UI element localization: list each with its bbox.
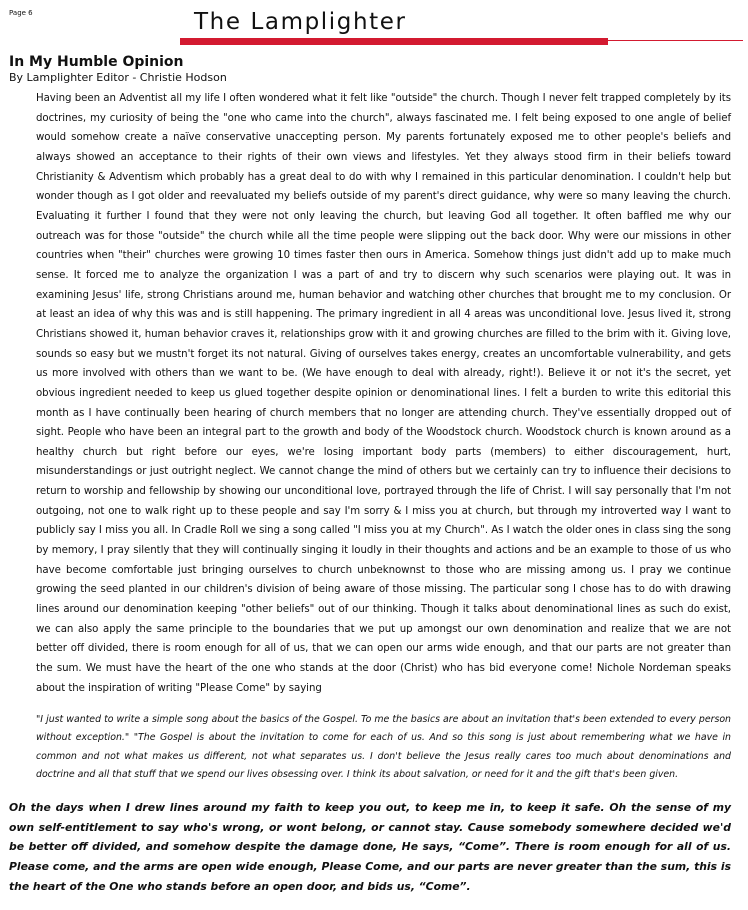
masthead-rule: [180, 38, 608, 45]
article-quote: "I just wanted to write a simple song about the basics of the Gospel. To me the basics are about an invitation that's been extended to every person without exception." "The Gospel is about the invitation to come for each of us. And so this song is just about remembering what we have in common and not what makes us different, not what separates us. I don't believe the Jesus really cares too much about denominations and doctrine and all that stuff that we spend our lives obsessing over. I think its about salvation, or need for it and the gift that's been given.: [36, 714, 731, 780]
article-heading: In My Humble Opinion: [9, 54, 184, 70]
article-body: Having been an Adventist all my life I often wondered what it felt like "outside" the church. Though I never felt trapped completely by its doctrines, my curiosity of being the "one who came into the church", always fascinated me. I felt being exposed to one angle of belief would somehow create a naïve conservative unaccepting person. My parents fortunately exposed me to other people's beliefs and always showed an acceptance to their rights of their own views and lifestyles. Yet they always stood firm in their beliefs toward Christianity & Adventism which probably has a great deal to do with why I remained in this particular denomination. I couldn't help but wonder though as I got older and reevaluated my beliefs outside of my parent's direct guidance, why were so many leaving the church. Evaluating it further I found that they were not only leaving the church, but leaving God all together. It often baffled me why our outreach was for those "outside" the church while all the time people were slipping out the back door. Why were our missions in other countries when "their" churches were growing 10 times faster then ours in America. Somehow things just didn't add up to make much sense. It forced me to analyze the organization I was a part of and try to discern why such scenarios were playing out. It was in examining Jesus' life, strong Christians around me, human behavior and watching other churches that brought me to my conclusion. Or at least an idea of why this was and is still happening. The primary ingredient in all 4 areas was unconditional love. Jesus lived it, strong Christians showed it, human behavior craves it, relationships grow with it and growing churches are filled to the brim with it. Giving love, sounds so easy but we mustn't forget its not natural. Giving of ourselves takes energy, creates an uncomfortable vulnerability, and gets us more involved with others than we want to be. (We have enough to deal with already, right!). Believe it or not it's the secret, yet obvious ingredient needed to keep us glued together despite opinion or denominational lines. I felt a burden to write this editorial this month as I have continually been hearing of church members that no longer are attending church. They've essentially dropped out of sight. People who have been an integral part to the growth and body of the Woodstock church. Woodstock church is known around as a healthy church but right before our eyes, we're losing important body parts (members) to either discouragement, hurt, misunderstandings or just outright neglect. We cannot change the mind of others but we certainly can try to influence their decisions to return to worship and fellowship by showing our unconditional love, portrayed through the life of Christ. I will say personally that I'm not outgoing, not one to walk right up to these people and say I'm sorry & I miss you at church, but through my introverted way I want to publicly say I miss you all. In Cradle Roll we sing a song called "I miss you at my Church". As I watch the older ones in class sing the song by memory, I pray silently that they will continually singing it loudly in their thoughts and actions and be an example to those of us who have become comfortable just bringing ourselves to church unbeknownst to those who are missing among us. I pray we continue growing the seed planted in our children's division of being aware of those missing. The particular song I chose has to do with drawing lines around our denomination keeping "other beliefs" out of our thinking. Though it talks about denominational lines as such do exist, we can also apply the same principle to the boundaries that we put up amongst our own denomination and realize that we are not better off divided, there is room enough for all of us, that we can open our arms wide enough, and that our parts are not greater than the sum. We must have the heart of the one who stands at the door (Christ) who has bid everyone come! Nichole Nordeman speaks about the inspiration of writing "Please Come" by saying: [36, 93, 731, 694]
newsletter-title: The Lamplighter: [194, 9, 407, 35]
song-lyrics: Oh the days when I drew lines around my faith to keep you out, to keep me in, to keep it safe. Oh the sense of my own self-entitlement to say who's wrong, or wont belong, or cannot stay. Cause somebody somewhere decided we'd be better off divided, and somehow despite the damage done, He says, “Come”. There is room enough for all of us. Please come, and the arms are open wide enough, Please Come, and our parts are never greater than the sum, this is the heart of the One who stands before an open door, and bids us, “Come”.: [9, 801, 731, 893]
masthead-rule-thin: [608, 40, 743, 41]
article-byline: By Lamplighter Editor - Christie Hodson: [9, 71, 227, 84]
page-number: Page 6: [9, 9, 33, 17]
